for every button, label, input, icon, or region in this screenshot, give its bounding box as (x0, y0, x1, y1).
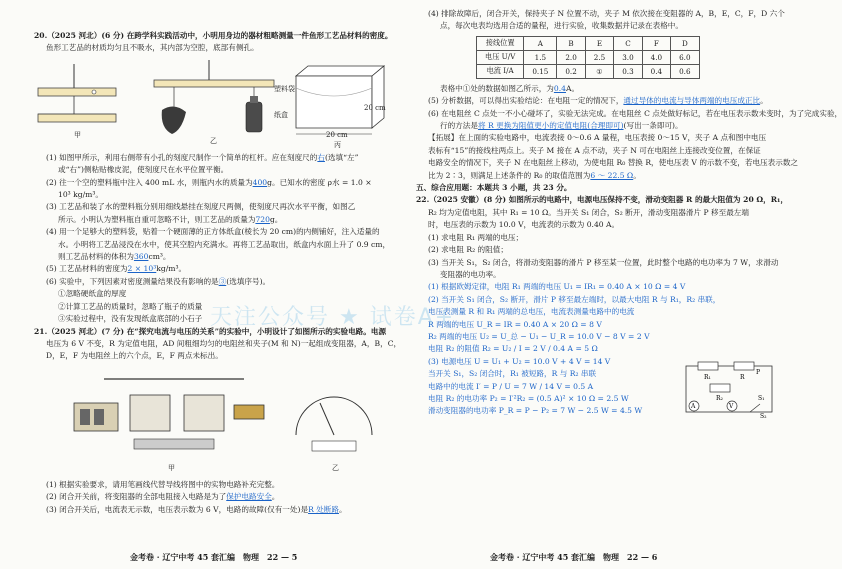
figure-c-box (296, 66, 384, 134)
solution-line: (2) 当开关 S₁ 闭合，S₂ 断开，滑片 P 移至最左端时，以最大电阻 R 与 R₁，R₂ 串联， (428, 294, 721, 304)
q20-p5: (5) 工艺品材料的密度为2 × 10³kg/m³。 (46, 264, 187, 274)
q21-p4b: 点，每次电表均选用合适的量程，进行实验，收集数据并记录在表格中。 (440, 21, 683, 31)
q22-line3: 时，电压表的示数为 10.0 V，电流表的示数为 0.40 A。 (428, 220, 620, 230)
figure-a-ruler (38, 64, 116, 122)
q21-figures (34, 365, 386, 477)
fig-label-bag: 塑料袋 (274, 84, 295, 93)
q22-s1: (1) 求电阻 R₁ 两端的电压； (428, 232, 524, 242)
q21-p1: (1) 根据实验要求，请用笔画线代替导线将图中的实物电路补充完整。 (46, 479, 280, 489)
p5: (5) 分析数据，可以得出实验结论：在电阻一定的情况下，通过导体的电流与导体两端的电压成正比。 (428, 96, 768, 106)
q21-p2: (2) 闭合开关前，将变阻器的全部电阻接入电路是为了保护电路安全。 (46, 492, 280, 502)
solution-line: (3) 电源电压 U = U₁ + U₂ = 10.0 V + 4 V = 14 V (428, 356, 611, 366)
figure-circuit-board (74, 379, 264, 449)
q22-s2: (2) 求电阻 R₂ 的阻值； (428, 245, 508, 255)
q21-p3: (3) 闭合开关后，电流表无示数，电压表示数为 6 V，电路的故障(仅有一处)是R 处断路。 (46, 504, 347, 514)
ext1: 【拓展】在上面的实验电路中，电流表接 0～0.6 A 量程，电压表接 0～15 V，夹子 A 点和图中电压 (428, 133, 767, 143)
p6: (6) 在电阻丝 C 点处一不小心碰坏了，实验无法完成。在电阻丝 C 点处做好标记，若在电压表示数未变时，为了完成实验， (428, 108, 842, 118)
fig-label-c: 丙 (334, 140, 341, 149)
circuit-label-v: V (729, 403, 734, 410)
fig-label-box: 纸盒 (274, 110, 288, 119)
fig-label-width: 20 cm (326, 130, 348, 139)
circuit-label-p: P (756, 369, 761, 376)
q20-header: 20.（2025 河北）(6 分) 在跨学科实践活动中，小明用身边的器材粗略测量一件鱼形工艺品材料的密度。 (34, 31, 393, 40)
circuit-label-r1: R₁ (704, 374, 711, 381)
solution-line: (1) 根据欧姆定律，电阻 R₁ 两端的电压 U₁ = IR₁ = 0.40 A × 10 Ω = 4 V (428, 282, 686, 292)
circuit-label-r2: R₂ (716, 395, 723, 402)
fig-label-b: 乙 (210, 136, 217, 145)
q22-circuit-diagram (680, 360, 780, 420)
q20-option3: ③实验过程中，没有发现纸盒底部的小石子 (58, 314, 203, 324)
t1: 表格中①处的数据如图乙所示，为0.4A。 (440, 83, 580, 93)
q22-s3b: 变阻器的电功率。 (440, 269, 501, 279)
q22-s3: (3) 当开关 S₁，S₂ 闭合，将滑动变阻器的滑片 P 移至某一位置，此时整个电路的电功率为 7 W，求滑动 (428, 257, 779, 267)
q20-p1: (1) 如图甲所示，利用右侧带有小孔的刻度尺制作一个简单的杠杆。应在刻度尺的右(选填“左” (46, 152, 359, 162)
circuit-label-s2: S₂ (760, 413, 767, 420)
figure-ammeter-dial (296, 397, 372, 451)
solution-line: 当开关 S₁，S₂ 闭合时，R₁ 被短路，R 与 R₂ 串联 (428, 369, 597, 379)
watermark: 天注公众号 ★ 试卷A+ (210, 305, 456, 330)
table-row: 电流 I/A 0.15 0.2 ① 0.3 0.4 0.6 (477, 64, 700, 78)
solution-line: R₂ 两端的电压 U₂ = U_总 − U₁ − U_R = 10.0 V − 8 V = 2 V (428, 331, 650, 341)
q20-figures (34, 58, 386, 150)
q20-option2: ②计算工艺品的质量时，忽略了瓶子的质量 (58, 301, 203, 311)
q20-p2b: 10³ kg/m³。 (58, 190, 103, 200)
q22-header: 22.（2025 安徽）(8 分) 如图所示的电路中，电源电压保持不变，滑动变阻器 R 的最大阻值为 20 Ω，R₁， (416, 195, 788, 205)
circuit-label-s1: S₁ (758, 395, 765, 402)
q20-p1b: 或“右”)侧粘贴橡皮泥，使刻度尺在水平位置平衡。 (58, 165, 229, 175)
ext3: 电路安全的情况下，夹子 N 在电阻丝上移动，为使电阻 R₀ 替换 R，使电压表 V 的示数不变，若电压表示数之 (428, 158, 799, 168)
left-footer: 金考卷 · 辽宁中考 45 套汇编 物理 22 — 5 (130, 552, 298, 562)
section-title: 五、综合应用题：本题共 3 小题，共 23 分。 (416, 183, 572, 193)
q21-figure-svg (34, 365, 386, 465)
fig-label-depth: 20 cm (364, 103, 386, 112)
fig-label-a: 甲 (74, 130, 81, 139)
q21-header: 21.（2025 河北）(7 分) 在“探究电流与电压的关系”的实验中，小明设计了如图所示的实验电路。电源 (34, 326, 387, 336)
q20-p3b: 所示。小明认为塑料瓶自重可忽略不计，则工艺品的质量为720g。 (58, 214, 283, 224)
p6b: 行的方法是将 R 更换为阻值更小的定值电阻(合理即可)(写出一条即可)。 (440, 121, 683, 131)
ext2: 表标有“15”的接线柱两点上。夹子 M 接在 A 点不动，夹子 N 可在电阻丝上连接改变位置，在保证 (428, 145, 761, 155)
q22-line2: R₂ 均为定值电阻，其中 R₁ = 10 Ω。当开关 S₁ 闭合，S₂ 断开，滑动变阻器滑片 P 移至最左端 (428, 207, 749, 217)
circuit-label-r: R (740, 374, 745, 381)
solution-line: R 两端的电压 U_R = IR = 0.40 A × 20 Ω = 8 V (428, 319, 602, 329)
solution-line: 电阻 R₂ 的电功率 P₂ = I′²R₂ = (0.5 A)² × 10 Ω = 2.5 W (428, 393, 629, 403)
ext4: 比为 2∶3，则满足上述条件的 R₀ 的取值范围为6 ～ 22.5 Ω。 (428, 170, 641, 180)
q20-option1: ①忽略硬纸盒的厚度 (58, 289, 127, 299)
q20-p4: (4) 用一个足够大的塑料袋，贴着一个硬面薄的正方体纸盒(棱长为 20 cm)的内侧铺好，注入适量的 (46, 227, 380, 237)
circuit-label-a: A (691, 403, 696, 410)
table-row: 接线位置 A B E C F D (477, 36, 700, 50)
figure-b-lever (154, 60, 274, 134)
left-page (0, 0, 400, 569)
q20-line2: 鱼形工艺品的材质均匀且不吸水，其内部为空腔，底部有侧孔。 (46, 43, 259, 53)
q20-p3: (3) 工艺品和装了水的塑料瓶分别用细线悬挂在刻度尺两侧，使刻度尺再次水平平衡，如图乙 (46, 202, 356, 212)
q20-p6: (6) 实验中，下列因素对密度测量结果没有影响的是③(选填序号)。 (46, 276, 271, 286)
data-table (476, 36, 700, 79)
q20-p4c: 则工艺品材料的体积为360cm³。 (58, 252, 171, 262)
right-page (400, 0, 842, 569)
solution-line: 电阻 R₂ 的阻值 R₂ = U₂ / I = 2 V / 0.4 A = 5 Ω (428, 344, 598, 354)
q20-p2: (2) 往一个空的塑料瓶中注入 400 mL 水，则瓶内水的质量为400g。已知水的密度 ρ水 = 1.0 × (46, 177, 372, 187)
q20-p4b: 水。小明将工艺品浸没在水中，使其空腔内充满水。再将工艺品取出，纸盒内水面上升了 0.9 cm， (58, 239, 391, 249)
q21-line3: D，E，F 为电阻丝上的六个点，E，F 两点未标出。 (46, 351, 223, 361)
solution-line: 滑动变阻器的电功率 P_R = P − P₂ = 7 W − 2.5 W = 4.5 W (428, 406, 643, 416)
fig21-label-a: 甲 (168, 463, 175, 472)
blank-cell-1: ① (585, 64, 613, 78)
table-row: 电压 U/V 1.5 2.0 2.5 3.0 4.0 6.0 (477, 50, 700, 64)
q21-p4: (4) 排除故障后，闭合开关，保持夹子 N 位置不动，夹子 M 依次接在变阻器的 A，B，E，C，F，D 六个 (428, 9, 785, 18)
right-footer: 金考卷 · 辽宁中考 45 套汇编 物理 22 — 6 (490, 552, 658, 562)
solution-line: 电压表测量 R 和 R₁ 两端的总电压，电流表测量电路中的电流 (428, 307, 635, 317)
solution-line: 电路中的电流 I′ = P / U = 7 W / 14 V = 0.5 A (428, 381, 594, 391)
fig21-label-b: 乙 (332, 463, 339, 472)
q21-line2: 电压为 6 V 不变，R 为定值电阻，AD 间粗细均匀的电阻丝和夹子(M 和 N)一起组成变阻器，A，B，C， (46, 338, 402, 348)
